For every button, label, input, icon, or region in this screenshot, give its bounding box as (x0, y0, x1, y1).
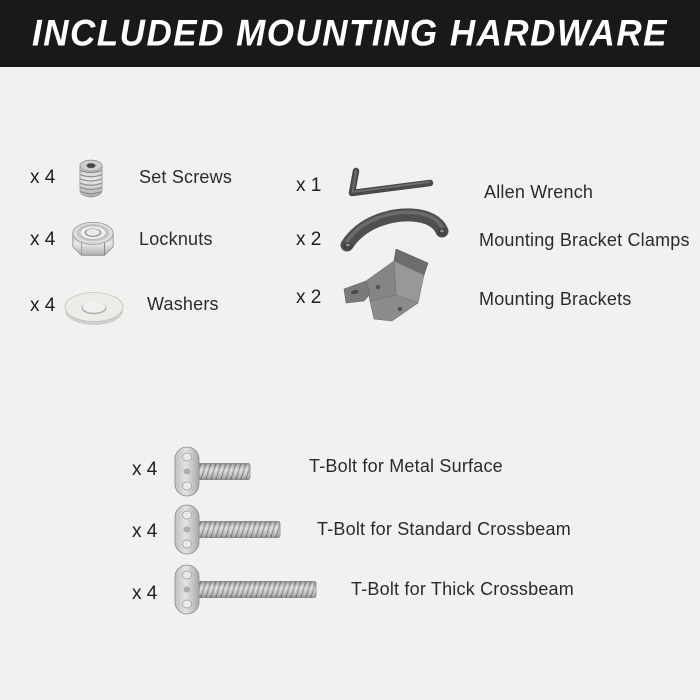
item-label-t-bolt-metal: T-Bolt for Metal Surface (309, 456, 503, 476)
qty-t-bolt-metal: x 4 (132, 459, 158, 480)
t-bolt-short-icon (172, 444, 254, 499)
item-label-t-bolt-thick: T-Bolt for Thick Crossbeam (351, 579, 574, 599)
qty-allen-wrench: x 1 (296, 175, 322, 196)
item-label-allen-wrench: Allen Wrench (484, 182, 594, 202)
qty-mounting-bracket-clamps: x 2 (296, 229, 322, 250)
washer-icon (63, 286, 125, 332)
allen-wrench-icon (342, 164, 437, 204)
t-bolt-long-icon (172, 562, 320, 617)
qty-washers: x 4 (30, 295, 56, 316)
locknut-icon (67, 215, 119, 263)
item-label-t-bolt-standard: T-Bolt for Standard Crossbeam (317, 519, 571, 539)
mounting-bracket-icon (340, 249, 455, 334)
item-label-mounting-brackets: Mounting Brackets (479, 289, 632, 309)
qty-locknuts: x 4 (30, 229, 56, 250)
item-label-washers: Washers (147, 294, 219, 314)
page-title: INCLUDED MOUNTING HARDWARE (32, 12, 668, 54)
t-bolt-medium-icon (172, 502, 284, 557)
item-label-locknuts: Locknuts (139, 229, 213, 249)
header-banner (0, 0, 700, 67)
set-screw-icon (74, 154, 108, 202)
item-label-mounting-bracket-clamps: Mounting Bracket Clamps (479, 230, 690, 250)
qty-mounting-brackets: x 2 (296, 287, 322, 308)
qty-t-bolt-standard: x 4 (132, 521, 158, 542)
qty-t-bolt-thick: x 4 (132, 583, 158, 604)
item-label-set-screws: Set Screws (139, 167, 233, 187)
mounting-bracket-clamp-icon (338, 206, 450, 254)
qty-set-screws: x 4 (30, 167, 56, 188)
